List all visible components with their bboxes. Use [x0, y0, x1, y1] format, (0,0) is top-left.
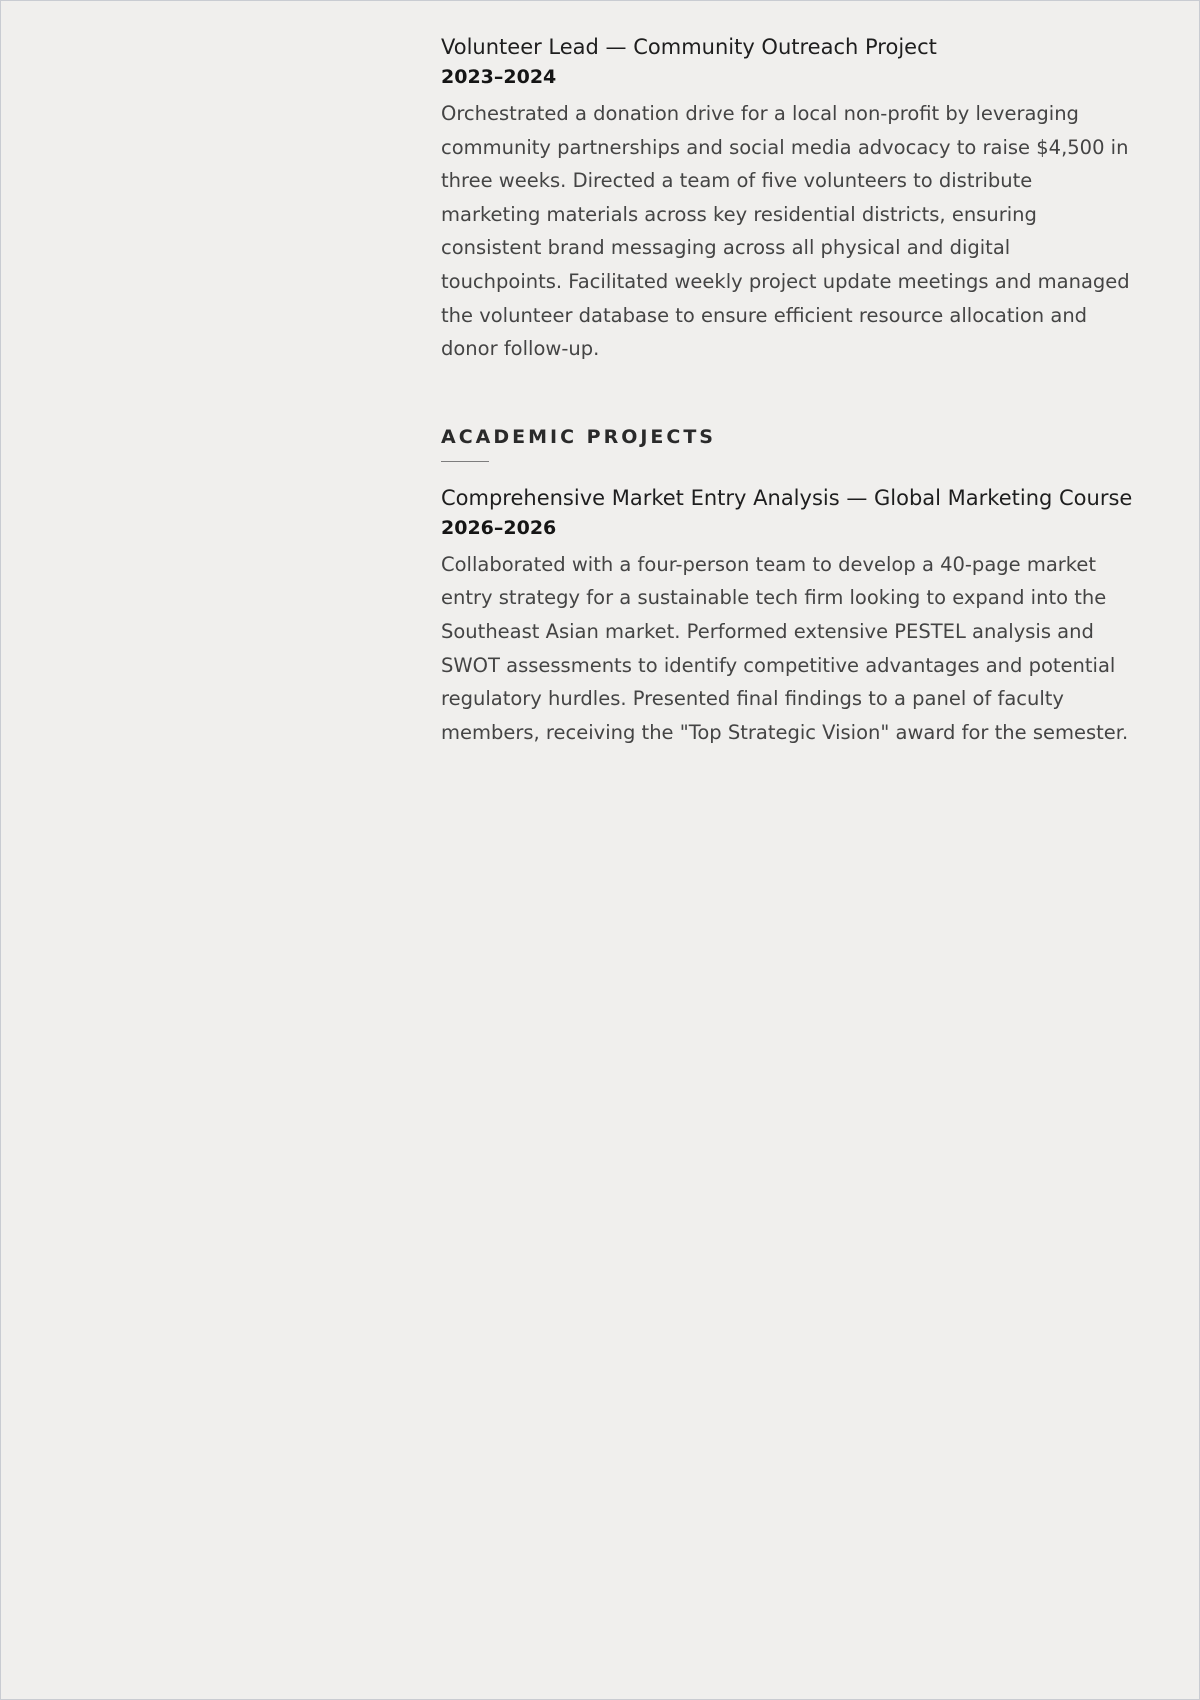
- section-heading-academic-projects: ACADEMIC PROJECTS: [441, 425, 716, 448]
- academic-project-entry: [441, 482, 1131, 750]
- volunteer-entry: [441, 31, 1131, 366]
- section-divider: [441, 461, 489, 462]
- entry-title: Volunteer Lead — Community Outreach Project: [441, 35, 937, 59]
- entry-title: Comprehensive Market Entry Analysis — Global Marketing Course: [441, 485, 1133, 510]
- entry-dates: 2023–2024: [441, 66, 557, 88]
- entry-description: Collaborated with a four-person team to develop a 40-page market entry strategy for a sustainable tech firm looking to expand into the Southeast Asian market. Performed extensive PESTEL analysis and SWOT assessments to identify competitive advantages and potential regulatory hurdles. Presented final findings to a panel of faculty members, receiving the "Top Strategic Vision" award for the semester.: [441, 552, 1129, 744]
- entry-dates: 2026–2026: [441, 516, 557, 539]
- entry-description: Orchestrated a donation drive for a local non-profit by leveraging community partnerships and social media advocacy to raise $4,500 in three weeks. Directed a team of five volunteers to distribute marketing materials across key residential districts, ensuring consistent brand messaging across all physical and digital touchpoints. Facilitated weekly project update meetings and managed the volunteer database to ensure efficient resource allocation and donor follow-up.: [441, 102, 1130, 361]
- main-column: [441, 31, 1131, 749]
- sidebar-column: [1, 1, 441, 1699]
